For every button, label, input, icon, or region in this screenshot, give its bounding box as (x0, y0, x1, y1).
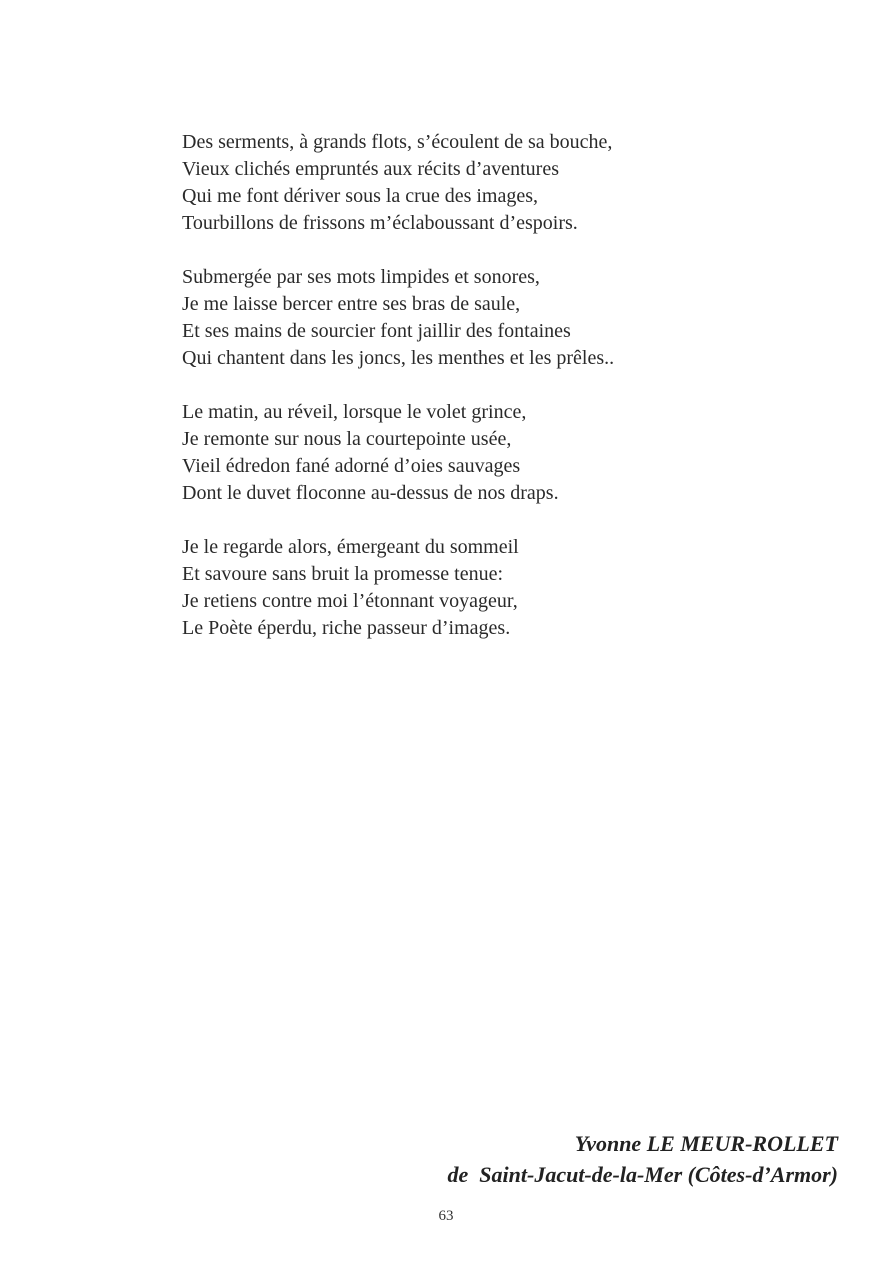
poem-line: Qui chantent dans les joncs, les menthes et les prêles.. (182, 347, 615, 369)
poem-line: Vieil édredon fané adorné d’oies sauvages (182, 455, 521, 477)
stanza-4 (182, 534, 802, 642)
poem-line: Qui me font dériver sous la crue des images, (182, 185, 539, 207)
poem-line: Et savoure sans bruit la promesse tenue: (182, 563, 504, 585)
stanza-3 (182, 399, 802, 507)
poem (182, 129, 802, 669)
poem-line: Je me laisse bercer entre ses bras de saule, (182, 293, 521, 315)
author-signature (448, 1128, 838, 1190)
poem-line: Vieux clichés empruntés aux récits d’aventures (182, 158, 559, 180)
page-number: 63 (438, 1208, 454, 1224)
poem-line: Des serments, à grands flots, s’écoulent de sa bouche, (182, 131, 613, 153)
stanza-2 (182, 264, 802, 372)
poem-line: Le Poète éperdu, riche passeur d’images. (182, 617, 511, 639)
author-origin: de Saint-Jacut-de-la-Mer (Côtes-d’Armor) (447, 1162, 838, 1187)
poem-line: Tourbillons de frissons m’éclaboussant d’espoirs. (182, 212, 578, 234)
poem-line: Le matin, au réveil, lorsque le volet grince, (182, 401, 527, 423)
poem-line: Submergée par ses mots limpides et sonores, (182, 266, 540, 288)
poem-line: Je retiens contre moi l’étonnant voyageur, (182, 590, 518, 612)
poem-line: Dont le duvet floconne au-dessus de nos draps. (182, 482, 559, 504)
poem-line: Je le regarde alors, émergeant du sommeil (182, 536, 519, 558)
stanza-1 (182, 129, 802, 237)
poem-line: Et ses mains de sourcier font jaillir des fontaines (182, 320, 571, 342)
author-name: Yvonne LE MEUR-ROLLET (574, 1131, 838, 1156)
poem-line: Je remonte sur nous la courtepointe usée, (182, 428, 512, 450)
